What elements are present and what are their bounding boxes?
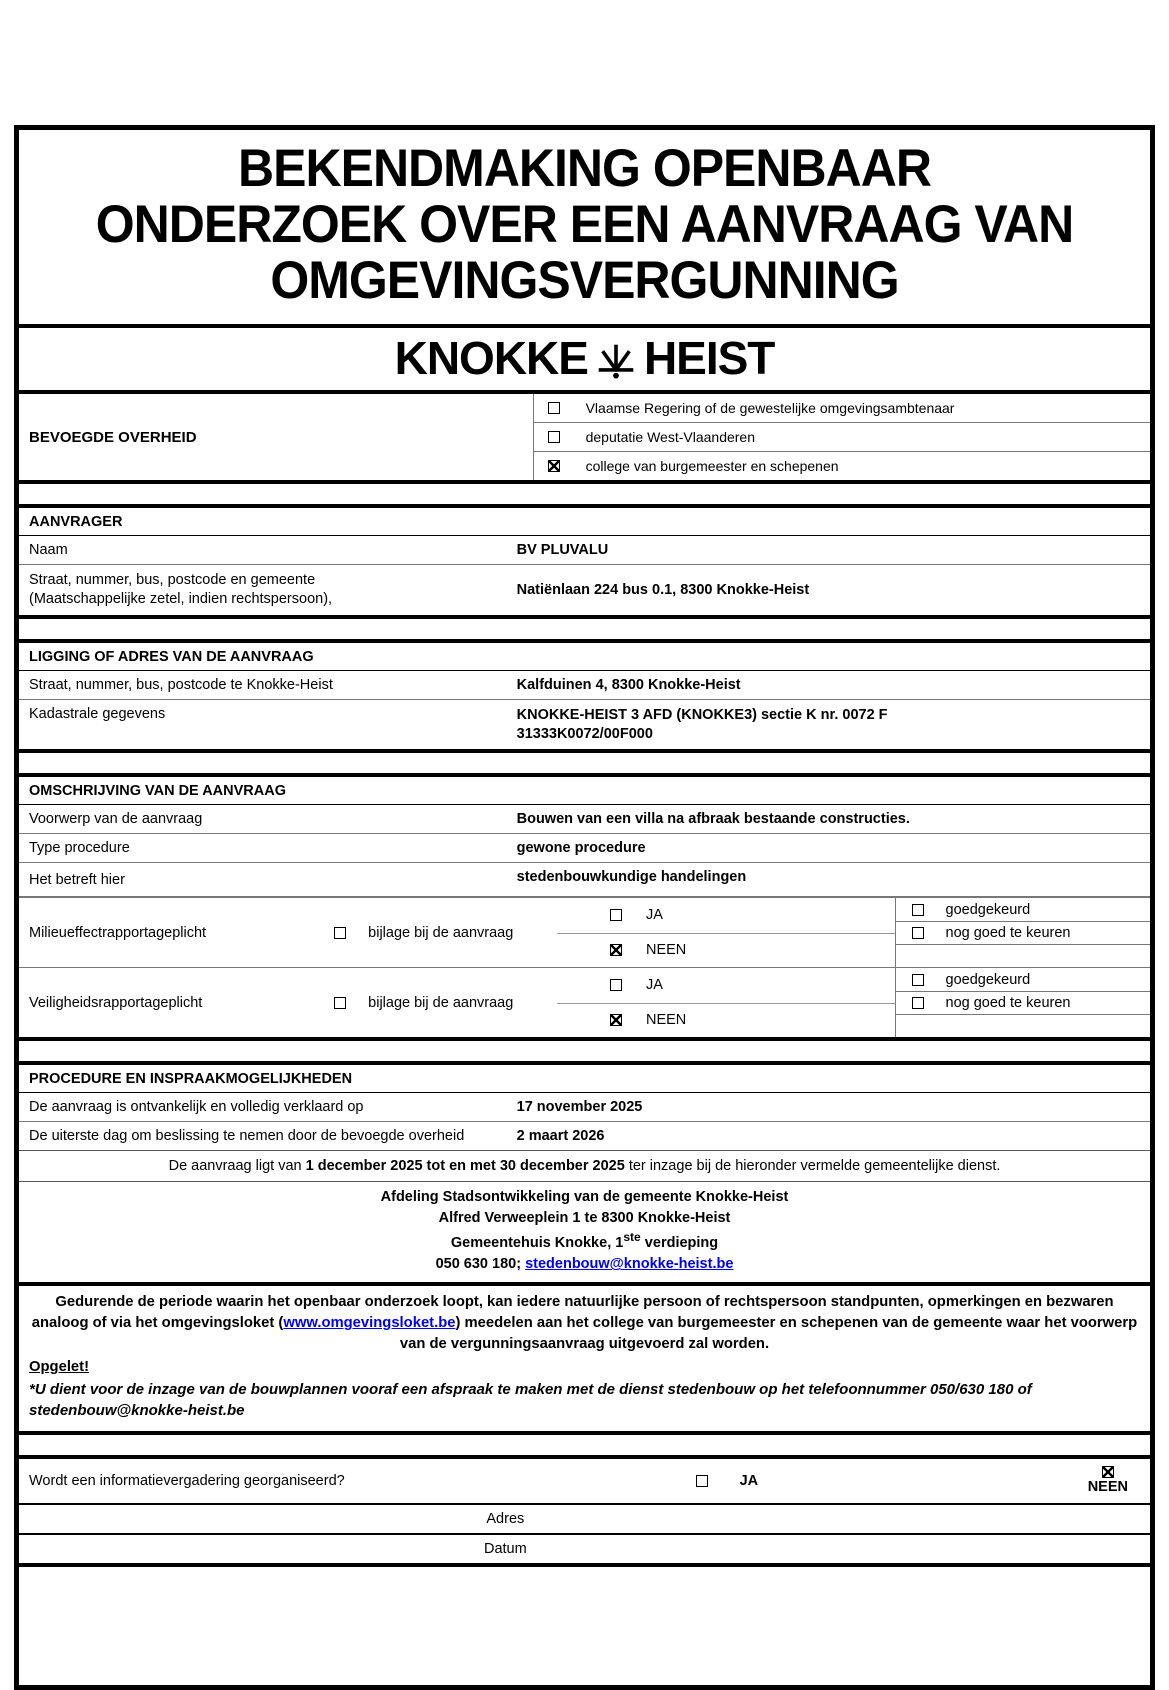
option-deputatie bbox=[534, 423, 1150, 452]
public-notice-document bbox=[14, 125, 1155, 1690]
row-label: Naam bbox=[29, 542, 68, 558]
rapportage-main-cell bbox=[19, 968, 896, 1037]
inzage-period: 1 december 2025 tot en met 30 december 2025 bbox=[305, 1158, 625, 1175]
row-label: Veiligheidsrapportageplicht bbox=[29, 994, 203, 1011]
neen-label: NEEN bbox=[1087, 1479, 1128, 1496]
adres-label: Adres bbox=[486, 1511, 525, 1528]
title-line-1: BEKENDMAKING OPENBAAR bbox=[238, 138, 931, 198]
omgevingsloket-link[interactable]: www.omgevingsloket.be bbox=[283, 1315, 456, 1332]
row-label: Kadastrale gegevens bbox=[29, 705, 166, 722]
bijlage-label: bijlage bij de aanvraag bbox=[368, 924, 514, 941]
spacer bbox=[19, 1435, 1150, 1455]
section-label: BEVOEGDE OVERHEID bbox=[29, 428, 197, 446]
row-label: De uiterste dag om beslissing te nemen door de bevoegde overheid bbox=[29, 1128, 465, 1145]
section-informatievergadering bbox=[19, 1459, 1150, 1563]
bijlage-label: bijlage bij de aanvraag bbox=[368, 994, 514, 1011]
checkbox-icon[interactable] bbox=[912, 997, 924, 1009]
neen-label: NEEN bbox=[645, 1012, 687, 1029]
goedgekeurd-label: goedgekeurd bbox=[945, 971, 1031, 988]
option-label: deputatie West-Vlaanderen bbox=[585, 429, 756, 445]
checkbox-checked-icon[interactable] bbox=[610, 944, 622, 956]
row-label bbox=[19, 565, 517, 615]
opgelet-label: Opgelet! bbox=[29, 1359, 90, 1376]
section-header: AANVRAGER bbox=[19, 508, 1150, 536]
ja-label: JA bbox=[645, 977, 663, 994]
section-omschrijving bbox=[19, 777, 1150, 1037]
bevoegde-overheid-label-cell bbox=[19, 394, 534, 480]
empty-remarks-box bbox=[19, 1567, 1150, 1685]
spacer bbox=[19, 1041, 1150, 1061]
ja-option bbox=[696, 1473, 759, 1489]
table-row-uiterste-dag bbox=[19, 1122, 1150, 1151]
row-label: Straat, nummer, bus, postcode te Knokke-Heist bbox=[29, 676, 333, 693]
row-value-line-1: KNOKKE-HEIST 3 AFD (KNOKKE3) sectie K nr. 0072 F bbox=[516, 706, 888, 723]
checkbox-icon[interactable] bbox=[912, 904, 924, 916]
checkbox-checked-icon[interactable] bbox=[548, 460, 560, 472]
dienst-contact bbox=[19, 1254, 1150, 1275]
adres-row bbox=[19, 1503, 1150, 1533]
goedgekeurd-option bbox=[896, 898, 1150, 921]
neen-option bbox=[610, 942, 686, 958]
row-label-line-1: Straat, nummer, bus, postcode en gemeente bbox=[29, 572, 316, 588]
table-row-veiligheidsrapportageplicht bbox=[19, 967, 1150, 1037]
rapportage-status-cell bbox=[896, 968, 1150, 1037]
checkbox-icon[interactable] bbox=[334, 927, 346, 939]
row-value: gewone procedure bbox=[516, 840, 646, 857]
table-row-betreft bbox=[19, 863, 1150, 897]
rapportage-status-cell bbox=[896, 898, 1150, 967]
row-value: BV PLUVALU bbox=[516, 542, 609, 558]
title-line-3: OMGEVINGSVERGUNNING bbox=[270, 250, 899, 310]
afspraak-note: *U dient voor de inzage van de bouwplannen vooraf een afspraak te maken met de dienst stedenbouw op het telefoonnummer 050/630 180 of stedenbouw@knokke-heist.be bbox=[29, 1381, 1032, 1420]
option-vlaamse-regering bbox=[534, 394, 1150, 423]
row-value: stedenbouwkundige handelingen bbox=[516, 869, 747, 886]
title-line-2: ONDERZOEK OVER EEN AANVRAAG VAN bbox=[95, 194, 1074, 254]
ja-option bbox=[610, 977, 663, 993]
option-label: Vlaamse Regering of de gewestelijke omgevingsambtenaar bbox=[585, 400, 955, 416]
row-label: Type procedure bbox=[29, 840, 130, 857]
nog-goed-te-keuren-label: nog goed te keuren bbox=[945, 924, 1071, 941]
row-label-line-2: (Maatschappelijke zetel, indien rechtspersoon), bbox=[29, 590, 333, 607]
empty-cell bbox=[896, 1015, 1150, 1037]
row-label: Het betreft hier bbox=[29, 871, 125, 888]
table-row-straat bbox=[19, 671, 1150, 700]
section-bevoegde-overheid bbox=[19, 394, 1150, 480]
datum-label: Datum bbox=[483, 1541, 527, 1558]
knokke-heist-star-icon bbox=[595, 344, 637, 380]
logo-text-knokke: KNOKKE bbox=[394, 332, 588, 384]
bijlage-option bbox=[334, 995, 513, 1011]
section-header: PROCEDURE EN INSPRAAKMOGELIJKHEDEN bbox=[19, 1065, 1150, 1093]
spacer bbox=[19, 753, 1150, 773]
row-value: 17 november 2025 bbox=[516, 1099, 643, 1116]
gemeentelijke-dienst-block bbox=[19, 1182, 1150, 1282]
spacer bbox=[19, 484, 1150, 504]
checkbox-icon[interactable] bbox=[696, 1475, 708, 1487]
row-value: 2 maart 2026 bbox=[516, 1128, 605, 1145]
table-row-naam bbox=[19, 536, 1150, 565]
neen-option bbox=[610, 1012, 686, 1028]
goedgekeurd-option bbox=[896, 968, 1150, 991]
checkbox-checked-icon[interactable] bbox=[1102, 1466, 1114, 1478]
checkbox-icon[interactable] bbox=[548, 402, 560, 414]
ja-label: JA bbox=[739, 1473, 759, 1490]
row-label: Milieueffectrapportageplicht bbox=[29, 924, 207, 941]
rapportage-main-cell bbox=[19, 898, 896, 967]
question-label: Wordt een informatievergadering georganiseerd? bbox=[29, 1473, 345, 1490]
inzage-prefix: De aanvraag ligt van bbox=[168, 1158, 306, 1175]
bijlage-option bbox=[334, 925, 513, 941]
superscript: ste bbox=[623, 1230, 641, 1245]
checkbox-icon[interactable] bbox=[912, 927, 924, 939]
bevoegde-overheid-options bbox=[534, 394, 1150, 480]
email-link[interactable]: stedenbouw@knokke-heist.be bbox=[525, 1256, 734, 1273]
logo-text-heist: HEIST bbox=[643, 332, 775, 384]
ja-label: JA bbox=[645, 907, 663, 924]
option-label: college van burgemeester en schepenen bbox=[585, 458, 839, 474]
inzage-period-row bbox=[19, 1151, 1150, 1182]
table-row-adres bbox=[19, 565, 1150, 615]
fill-in-line bbox=[557, 933, 894, 934]
checkbox-icon[interactable] bbox=[610, 909, 622, 921]
checkbox-icon[interactable] bbox=[548, 431, 560, 443]
checkbox-checked-icon[interactable] bbox=[610, 1014, 622, 1026]
table-row-voorwerp bbox=[19, 805, 1150, 834]
spacer bbox=[19, 619, 1150, 639]
inzage-suffix: ter inzage bij de hieronder vermelde gemeentelijke dienst. bbox=[624, 1158, 1001, 1175]
checkbox-icon[interactable] bbox=[334, 997, 346, 1009]
empty-cell bbox=[896, 945, 1150, 967]
table-row-kadastraal bbox=[19, 700, 1150, 750]
informatievergadering-question-row bbox=[19, 1459, 1150, 1503]
section-procedure bbox=[19, 1065, 1150, 1431]
nog-goed-te-keuren-label: nog goed te keuren bbox=[945, 994, 1071, 1011]
table-row-milieueffectrapportageplicht bbox=[19, 897, 1150, 967]
table-row-type-procedure bbox=[19, 834, 1150, 863]
nog-goed-te-keuren-option bbox=[896, 992, 1150, 1015]
row-value: Natiënlaan 224 bus 0.1, 8300 Knokke-Heist bbox=[516, 581, 810, 598]
section-header: OMSCHRIJVING VAN DE AANVRAAG bbox=[19, 777, 1150, 805]
nog-goed-te-keuren-option bbox=[896, 922, 1150, 945]
option-college bbox=[534, 452, 1150, 480]
bezwaar-paragraph: Gedurende de periode waarin het openbaar onderzoek loopt, kan iedere natuurlijke persoon of rechtspersoon standpunten, opmerkingen en bezwaren analoog of via het omgevingsloket (www.omgevingsloket.be) meedelen aan het college van burgemeester en schepenen van de gemeente waar het voorwerp van de vergunningsaanvraag uitgevoerd zal worden. bbox=[31, 1294, 1138, 1353]
dienst-address: Alfred Verweeplein 1 te 8300 Knokke-Heist bbox=[438, 1210, 731, 1227]
section-header: LIGGING OF ADRES VAN DE AANVRAAG bbox=[19, 643, 1150, 671]
ja-option bbox=[610, 907, 663, 923]
municipality-logo bbox=[19, 328, 1150, 390]
phone-number: 050 630 180; bbox=[435, 1256, 526, 1273]
row-label: De aanvraag is ontvankelijk en volledig verklaard op bbox=[29, 1099, 364, 1116]
row-label: Voorwerp van de aanvraag bbox=[29, 811, 203, 828]
document-title bbox=[19, 130, 1150, 324]
neen-option bbox=[1088, 1466, 1128, 1496]
checkbox-icon[interactable] bbox=[610, 979, 622, 991]
neen-label: NEEN bbox=[645, 942, 687, 959]
dienst-location: Gemeentehuis Knokke, 1ste verdieping bbox=[450, 1230, 719, 1252]
row-value: Kalfduinen 4, 8300 Knokke-Heist bbox=[516, 676, 741, 693]
checkbox-icon[interactable] bbox=[912, 974, 924, 986]
dienst-name: Afdeling Stadsontwikkeling van de gemeente Knokke-Heist bbox=[380, 1189, 789, 1206]
table-row-ontvankelijk bbox=[19, 1093, 1150, 1122]
datum-row bbox=[19, 1533, 1150, 1563]
row-value-line-2: 31333K0072/00F000 bbox=[516, 725, 653, 742]
row-value: Bouwen van een villa na afbraak bestaande constructies. bbox=[516, 811, 910, 828]
goedgekeurd-label: goedgekeurd bbox=[945, 901, 1031, 918]
fill-in-line bbox=[557, 1003, 894, 1004]
section-aanvrager bbox=[19, 508, 1150, 615]
row-value bbox=[517, 700, 1150, 750]
section-ligging bbox=[19, 643, 1150, 750]
